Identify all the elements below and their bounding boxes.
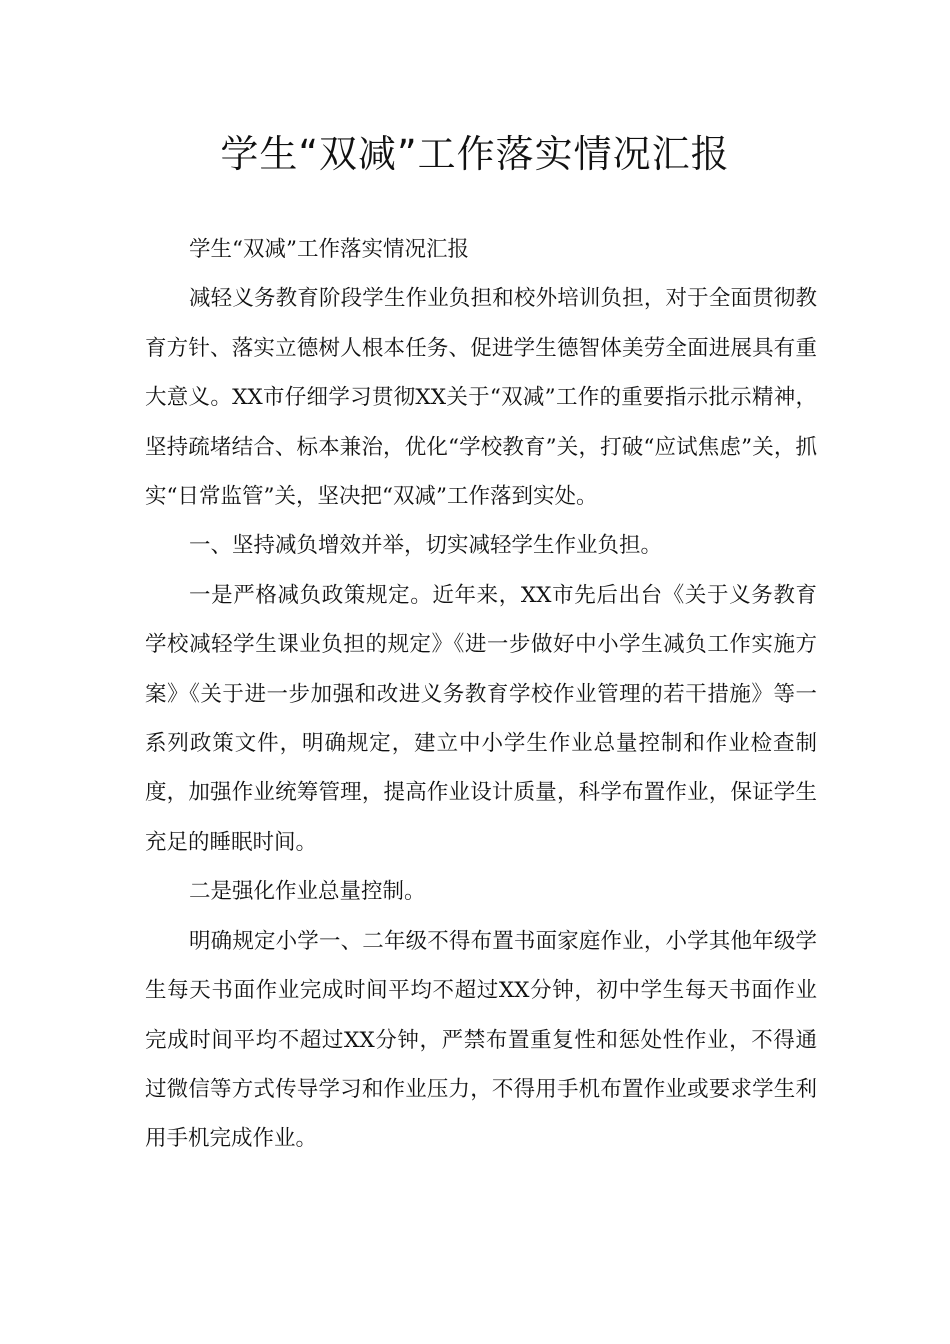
section-heading-1: 一、坚持减负增效并举，切实减轻学生作业负担。 [189, 533, 663, 559]
paragraph-policy: 一是严格减负政策规定。近年来，XX市先后出台《关于义务教育学校减轻学生课业负担的规定》《进一步做好中小学生减负工作实施方案》《关于进一步加强和改进义务教育学校作业管理的若干措施》等一系列政策文件，明确规定，建立中小学生作业总量控制和作业检查制度，加强作业统筹管理，提高作业设计质量，科学布置作业，保证学生充足的睡眠时间。 [145, 582, 817, 855]
document-title: 学生“双减”工作落实情况汇报 [220, 132, 730, 176]
paragraph-intro: 减轻义务教育阶段学生作业负担和校外培训负担，对于全面贯彻教育方针、落实立德树人根本任务、促进学生德智体美劳全面进展具有重大意义。XX市仔细学习贯彻XX关于“双减”工作的重要指示批示精神，坚持疏堵结合、标本兼治，优化“学校教育”关，打破“应试焦虑”关，抓实“日常监管”关，坚决把“双减”工作落到实处。 [145, 286, 817, 510]
paragraph-heading-2: 二是强化作业总量控制。 [189, 879, 426, 905]
paragraph-homework-rules: 明确规定小学一、二年级不得布置书面家庭作业，小学其他年级学生每天书面作业完成时间平均不超过XX分钟，初中学生每天书面作业完成时间平均不超过XX分钟，严禁布置重复性和惩处性作业，不得通过微信等方式传导学习和作业压力，不得用手机布置作业或要求学生利用手机完成作业。 [145, 928, 817, 1152]
paragraph-subtitle: 学生“双减”工作落实情况汇报 [189, 237, 469, 262]
document-body [145, 225, 817, 1164]
